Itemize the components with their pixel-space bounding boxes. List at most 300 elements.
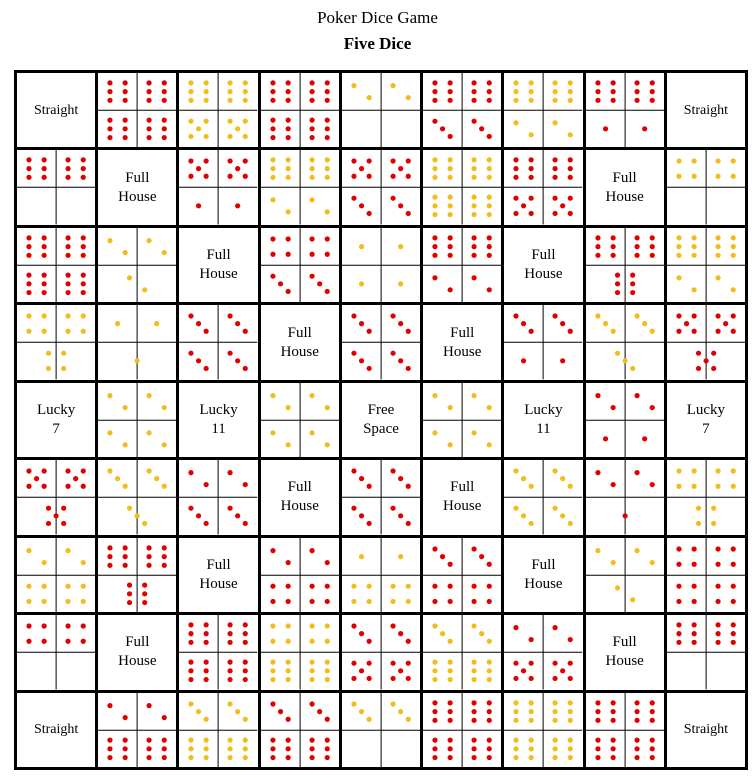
dice-cell[interactable] — [504, 615, 582, 689]
dice-cell[interactable] — [261, 150, 339, 224]
pip — [285, 126, 290, 131]
pip — [514, 506, 519, 511]
dice-cell[interactable] — [179, 693, 257, 767]
dice-cell[interactable] — [261, 383, 339, 457]
pip — [127, 600, 132, 605]
pip — [324, 210, 329, 215]
pip — [123, 250, 128, 255]
die-1 — [359, 554, 364, 559]
pip — [65, 281, 70, 286]
pip — [243, 119, 248, 124]
pip — [65, 623, 70, 628]
pip — [448, 746, 453, 751]
cell-label: Lucky 11 — [199, 401, 238, 437]
dice-cell[interactable] — [423, 228, 501, 302]
pip — [204, 159, 209, 164]
pip — [448, 158, 453, 163]
pip — [568, 737, 573, 742]
cell-full-house[interactable] — [504, 228, 582, 302]
pip — [715, 329, 720, 334]
cell-label: Lucky 11 — [524, 401, 563, 437]
pip — [691, 159, 696, 164]
pip — [324, 126, 329, 131]
pip — [634, 470, 639, 475]
dice-cell[interactable] — [179, 150, 257, 224]
pip — [309, 737, 314, 742]
dice-cell[interactable] — [667, 538, 745, 612]
dice-cell[interactable] — [17, 460, 95, 534]
dice-group — [179, 150, 257, 224]
pip — [568, 175, 573, 180]
dice-cell[interactable] — [98, 305, 176, 379]
dice-cell[interactable] — [504, 693, 582, 767]
pip — [529, 158, 534, 163]
dice-cell[interactable] — [586, 460, 664, 534]
cell-label: Straight — [33, 102, 79, 118]
pip — [553, 661, 558, 666]
die-3 — [351, 314, 371, 334]
pip — [285, 668, 290, 673]
pip — [189, 174, 194, 179]
pip — [26, 639, 31, 644]
dice-cell[interactable] — [17, 615, 95, 689]
dice-cell[interactable] — [98, 73, 176, 147]
pip — [243, 174, 248, 179]
pip — [398, 321, 403, 326]
cell-straight[interactable] — [667, 73, 745, 147]
pip — [448, 98, 453, 103]
cell-label: Full House — [199, 556, 238, 592]
pip — [432, 89, 437, 94]
pip — [147, 393, 152, 398]
pip — [204, 521, 209, 526]
pip — [26, 281, 31, 286]
die-2 — [309, 198, 329, 215]
dice-cell[interactable] — [17, 228, 95, 302]
pip — [514, 746, 519, 751]
pip — [715, 599, 720, 604]
pip — [610, 709, 615, 714]
cell-full-house[interactable] — [586, 615, 664, 689]
die-6 — [472, 660, 492, 683]
pip — [715, 484, 720, 489]
die-3 — [553, 469, 573, 489]
pip — [610, 253, 615, 258]
pip — [472, 80, 477, 85]
cell-label: Full House — [199, 247, 238, 283]
pip — [108, 737, 113, 742]
dice-cell[interactable] — [98, 460, 176, 534]
pip — [529, 329, 534, 334]
die-6 — [676, 235, 696, 258]
pip — [568, 166, 573, 171]
pip — [81, 560, 86, 565]
die-6 — [634, 737, 654, 760]
cell-lucky-11[interactable] — [179, 383, 257, 457]
dice-cell[interactable] — [423, 538, 501, 612]
pip — [285, 660, 290, 665]
pip — [553, 175, 558, 180]
cell-lucky-11[interactable] — [504, 383, 582, 457]
pip — [162, 250, 167, 255]
pip — [162, 545, 167, 550]
dice-cell[interactable] — [342, 228, 420, 302]
dice-group — [586, 383, 664, 457]
cell-full-house[interactable] — [504, 538, 582, 612]
pip — [351, 506, 356, 511]
pip — [649, 709, 654, 714]
pip — [351, 83, 356, 88]
pip — [432, 244, 437, 249]
die-5 — [228, 119, 248, 139]
pip — [285, 158, 290, 163]
pip — [366, 174, 371, 179]
dice-cell[interactable] — [586, 305, 664, 379]
pip — [359, 244, 364, 249]
pip — [123, 562, 128, 567]
pip — [514, 676, 519, 681]
pip — [676, 484, 681, 489]
die-6 — [270, 80, 290, 103]
pip — [472, 204, 477, 209]
pip — [285, 405, 290, 410]
pip — [634, 754, 639, 759]
dice-cell[interactable] — [17, 305, 95, 379]
dice-cell[interactable] — [667, 228, 745, 302]
die-4 — [390, 583, 410, 603]
pip — [521, 513, 526, 518]
dice-group — [17, 538, 95, 612]
pip — [81, 166, 86, 171]
pip — [61, 506, 66, 511]
pip — [42, 599, 47, 604]
pip — [432, 393, 437, 398]
dice-cell[interactable] — [261, 615, 339, 689]
cell-lucky-7[interactable] — [17, 383, 95, 457]
pip — [309, 252, 314, 257]
pip — [366, 583, 371, 588]
dice-cell[interactable] — [423, 383, 501, 457]
cell-full-house[interactable] — [179, 228, 257, 302]
dice-cell[interactable] — [586, 538, 664, 612]
dice-cell[interactable] — [98, 538, 176, 612]
pip — [108, 554, 113, 559]
pip — [285, 118, 290, 123]
pip — [243, 521, 248, 526]
pip — [127, 275, 132, 280]
cell-straight[interactable] — [17, 73, 95, 147]
die-3 — [432, 623, 452, 643]
pip — [309, 393, 314, 398]
pip — [642, 436, 647, 441]
pip — [189, 159, 194, 164]
cell-full-house[interactable] — [98, 615, 176, 689]
cell-full-house[interactable] — [586, 150, 664, 224]
dice-cell[interactable] — [423, 150, 501, 224]
pip — [529, 676, 534, 681]
pip — [634, 746, 639, 751]
dice-cell[interactable] — [667, 305, 745, 379]
pip — [448, 175, 453, 180]
pip — [42, 623, 47, 628]
pip — [472, 717, 477, 722]
pip — [406, 661, 411, 666]
pip — [285, 175, 290, 180]
pip — [432, 166, 437, 171]
pip — [529, 89, 534, 94]
pip — [42, 639, 47, 644]
pip — [147, 562, 152, 567]
die-3 — [351, 506, 371, 526]
dice-cell[interactable] — [261, 228, 339, 302]
die-4 — [432, 583, 452, 603]
pip — [514, 737, 519, 742]
pip — [196, 709, 201, 714]
dice-cell[interactable] — [342, 150, 420, 224]
die-3 — [390, 351, 410, 371]
pip — [228, 677, 233, 682]
pip — [65, 469, 70, 474]
dice-cell[interactable] — [423, 693, 501, 767]
dice-cell[interactable] — [667, 615, 745, 689]
pip — [42, 484, 47, 489]
pip — [123, 126, 128, 131]
pip — [529, 717, 534, 722]
pip — [642, 321, 647, 326]
pip — [649, 329, 654, 334]
pip — [553, 314, 558, 319]
pip — [285, 89, 290, 94]
pip — [529, 737, 534, 742]
pip — [351, 196, 356, 201]
dice-cell[interactable] — [261, 73, 339, 147]
dice-group — [423, 150, 501, 224]
pip — [406, 599, 411, 604]
cell-full-house[interactable] — [98, 150, 176, 224]
pip — [472, 253, 477, 258]
pip — [649, 98, 654, 103]
pip — [432, 546, 437, 551]
pip — [366, 329, 371, 334]
pip — [614, 272, 619, 277]
die-3 — [270, 701, 290, 721]
pip — [595, 393, 600, 398]
cell-full-house[interactable] — [261, 460, 339, 534]
pip — [243, 134, 248, 139]
pip — [568, 676, 573, 681]
die-1 — [560, 359, 565, 364]
pip — [529, 637, 534, 642]
dice-cell[interactable] — [98, 228, 176, 302]
pip — [123, 545, 128, 550]
dice-cell[interactable] — [179, 615, 257, 689]
dice-cell[interactable] — [342, 615, 420, 689]
pip — [703, 359, 708, 364]
pip — [406, 159, 411, 164]
die-6 — [228, 660, 248, 683]
dice-cell[interactable] — [586, 73, 664, 147]
pip — [487, 660, 492, 665]
die-2 — [390, 83, 410, 100]
dice-cell[interactable] — [504, 460, 582, 534]
dice-group — [342, 73, 420, 147]
pip — [46, 366, 51, 371]
pip — [324, 405, 329, 410]
pip — [487, 98, 492, 103]
die-3 — [472, 546, 492, 566]
dice-group — [667, 615, 745, 689]
cell-full-house[interactable] — [423, 460, 501, 534]
dice-cell[interactable] — [423, 73, 501, 147]
dice-cell[interactable] — [504, 305, 582, 379]
die-1 — [398, 554, 403, 559]
die-6 — [472, 195, 492, 218]
dice-group — [179, 615, 257, 689]
pip — [715, 275, 720, 280]
cell-full-house[interactable] — [423, 305, 501, 379]
pip — [448, 737, 453, 742]
die-4 — [676, 546, 696, 566]
pip — [46, 351, 51, 356]
pip — [568, 700, 573, 705]
dice-cell[interactable] — [17, 150, 95, 224]
pip — [514, 717, 519, 722]
dice-cell[interactable] — [423, 615, 501, 689]
pip — [309, 158, 314, 163]
pip — [487, 583, 492, 588]
pip — [715, 235, 720, 240]
cell-full-house[interactable] — [179, 538, 257, 612]
pip — [479, 631, 484, 636]
pip — [243, 159, 248, 164]
pip — [610, 80, 615, 85]
pip — [432, 98, 437, 103]
pip — [351, 583, 356, 588]
pip — [228, 701, 233, 706]
pip — [676, 583, 681, 588]
dice-cell[interactable] — [342, 305, 420, 379]
dice-cell[interactable] — [179, 305, 257, 379]
die-6 — [432, 80, 452, 103]
pip — [204, 119, 209, 124]
cell-straight[interactable] — [667, 693, 745, 767]
pip — [243, 716, 248, 721]
pip — [204, 746, 209, 751]
pip — [285, 599, 290, 604]
dice-cell[interactable] — [98, 383, 176, 457]
pip — [236, 126, 241, 131]
die-6 — [634, 235, 654, 258]
dice-group — [504, 615, 582, 689]
dice-cell[interactable] — [504, 73, 582, 147]
pip — [324, 89, 329, 94]
pip — [390, 83, 395, 88]
pip — [162, 80, 167, 85]
pip — [228, 80, 233, 85]
die-5 — [189, 119, 209, 139]
die-2 — [676, 275, 696, 292]
dice-cell[interactable] — [586, 228, 664, 302]
pip — [730, 622, 735, 627]
pip — [123, 135, 128, 140]
die-3 — [553, 314, 573, 334]
dice-cell[interactable] — [179, 460, 257, 534]
dice-group — [586, 228, 664, 302]
pip — [730, 561, 735, 566]
pip — [448, 442, 453, 447]
pip — [359, 668, 364, 673]
dice-cell[interactable] — [586, 383, 664, 457]
pip — [634, 709, 639, 714]
dice-cell[interactable] — [261, 538, 339, 612]
pip — [243, 622, 248, 627]
die-5 — [351, 661, 371, 681]
cell-straight[interactable] — [17, 693, 95, 767]
dice-cell[interactable] — [667, 150, 745, 224]
pip — [65, 599, 70, 604]
pip — [529, 175, 534, 180]
dice-group — [261, 150, 339, 224]
dice-cell[interactable] — [17, 538, 95, 612]
die-3 — [108, 469, 128, 489]
pip — [108, 393, 113, 398]
pip — [553, 754, 558, 759]
pip — [649, 700, 654, 705]
pip — [324, 754, 329, 759]
pip — [432, 583, 437, 588]
pip — [487, 442, 492, 447]
cell-lucky-7[interactable] — [667, 383, 745, 457]
pip — [390, 623, 395, 628]
dice-cell[interactable] — [342, 460, 420, 534]
die-2 — [189, 470, 209, 487]
dice-cell[interactable] — [586, 693, 664, 767]
pip — [406, 583, 411, 588]
pip — [553, 746, 558, 751]
pip — [162, 554, 167, 559]
pip — [568, 89, 573, 94]
die-6 — [270, 660, 290, 683]
pip — [142, 521, 147, 526]
pip — [270, 89, 275, 94]
dice-cell[interactable] — [342, 73, 420, 147]
dice-cell[interactable] — [179, 73, 257, 147]
pip — [154, 476, 159, 481]
pip — [228, 640, 233, 645]
pip — [309, 660, 314, 665]
dice-group — [179, 693, 257, 767]
dice-cell[interactable] — [504, 150, 582, 224]
die-6 — [189, 80, 209, 103]
dice-cell[interactable] — [261, 693, 339, 767]
dice-cell[interactable] — [667, 460, 745, 534]
pip — [432, 195, 437, 200]
dice-cell[interactable] — [342, 693, 420, 767]
dice-cell[interactable] — [98, 693, 176, 767]
pip — [236, 359, 241, 364]
die-3 — [351, 623, 371, 643]
pip — [351, 469, 356, 474]
pip — [676, 631, 681, 636]
cell-full-house[interactable] — [261, 305, 339, 379]
pip — [324, 289, 329, 294]
cell-free-space[interactable] — [342, 383, 420, 457]
pip — [366, 521, 371, 526]
pip — [472, 175, 477, 180]
dice-cell[interactable] — [342, 538, 420, 612]
pip — [270, 98, 275, 103]
die-6 — [472, 737, 492, 760]
